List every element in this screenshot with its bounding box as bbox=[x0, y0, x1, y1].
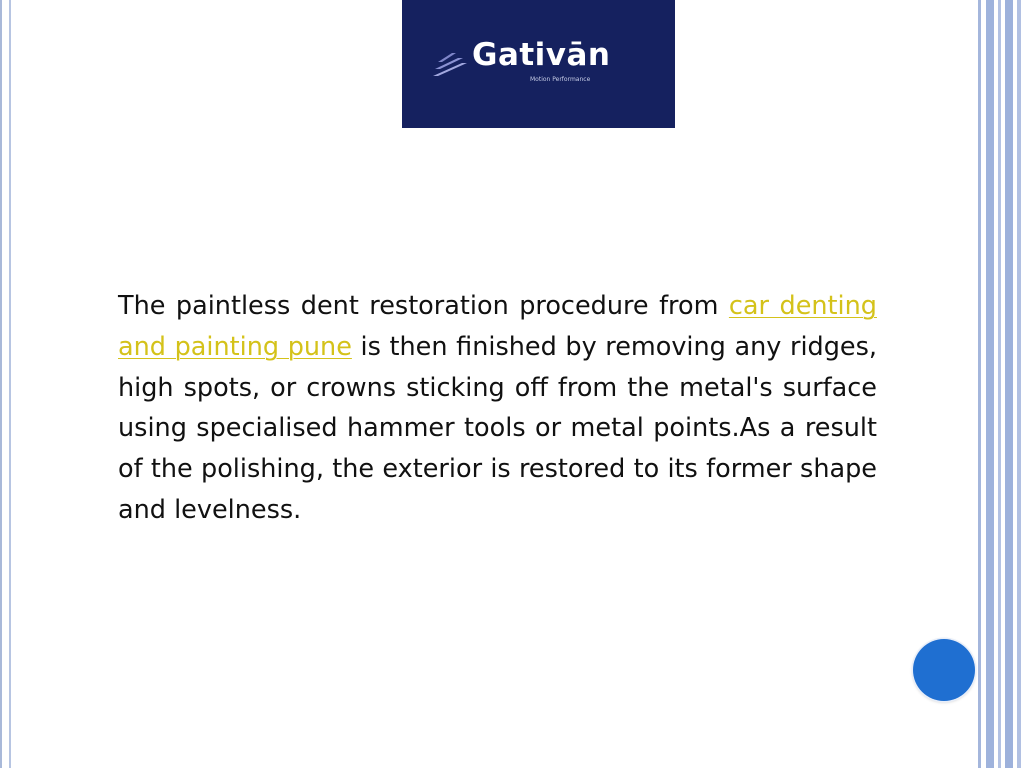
body-paragraph bbox=[118, 286, 877, 531]
speed-stripes-icon bbox=[432, 50, 468, 78]
logo-wordmark: Gativān bbox=[472, 37, 611, 73]
slide-border-left-inner bbox=[9, 0, 11, 768]
car-denting-link[interactable]: car denting and painting pune bbox=[118, 291, 877, 362]
logo-tagline: Motion Performance bbox=[530, 76, 591, 83]
slide-border-right bbox=[978, 0, 1024, 768]
brand-logo bbox=[402, 0, 675, 128]
paragraph-text-end: is then finished by removing any ridges, high spots, or crowns sticking off from the metal's surface using specialised hammer tools or metal points.As a result of the polishing, the exterior is restored to its former shape and levelness. bbox=[118, 331, 877, 525]
slide-nav-circle-button[interactable] bbox=[913, 639, 975, 701]
paragraph-text-start: The paintless dent restoration procedure from bbox=[118, 291, 729, 321]
slide-border-left-outer bbox=[0, 0, 2, 768]
